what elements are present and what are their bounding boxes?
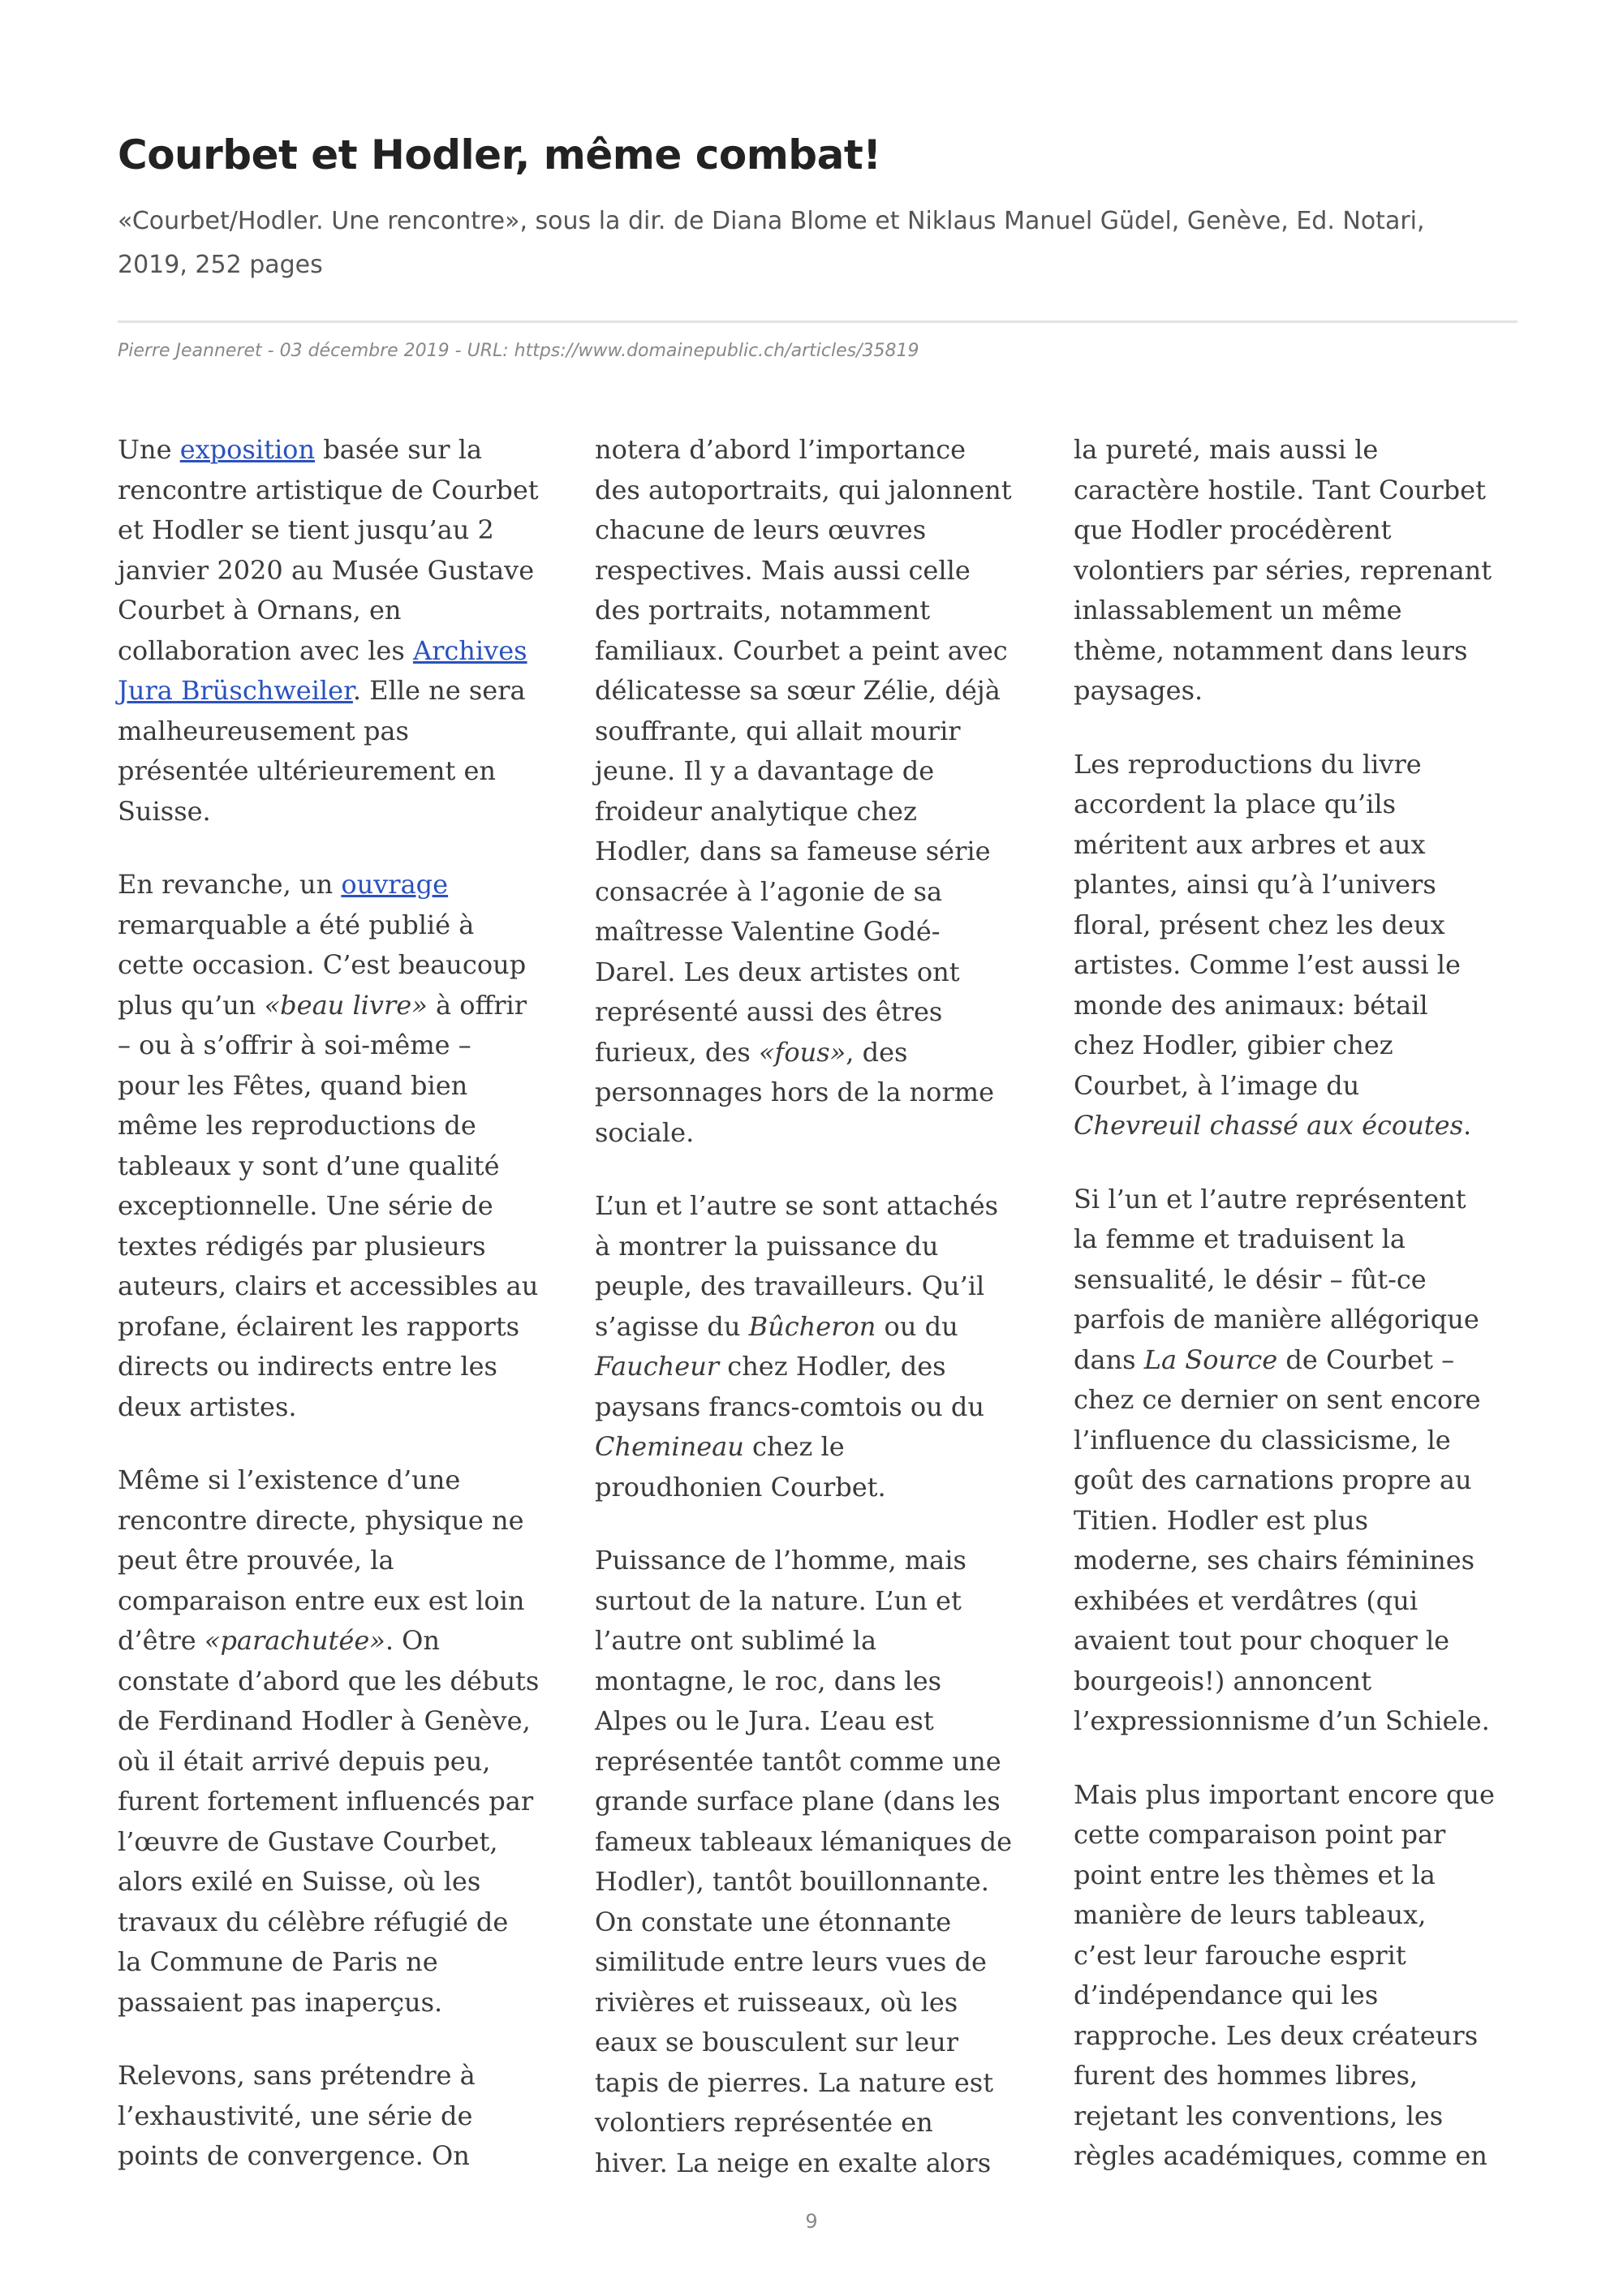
text-run: moderne, ses chairs féminines [1074, 1545, 1475, 1576]
text-line [1074, 471, 1516, 511]
italic-text: «parachutée» [204, 1625, 385, 1656]
text-run: l’expressionnisme d’un Schiele. [1074, 1705, 1490, 1736]
text-line [118, 1146, 560, 1187]
text-run: caractère hostile. Tant Courbet [1074, 474, 1486, 505]
text-line [595, 2063, 1037, 2104]
text-run: eaux se bousculent sur leur [595, 2027, 959, 2057]
text-line [1074, 986, 1516, 1026]
text-run: rencontre artistique de Courbet [118, 474, 539, 505]
text-run: deux artistes. [118, 1391, 297, 1422]
text-run: volontiers représentée en [595, 2107, 933, 2138]
text-line [595, 952, 1037, 993]
text-line [118, 1822, 560, 1863]
text-run: peuple, des travailleurs. Qu’il [595, 1271, 985, 1301]
text-run: profane, éclairent les rapports [118, 1310, 520, 1342]
text-run: fameux tableaux lémaniques de [595, 1825, 1013, 1857]
text-run: Titien. Hodler est plus [1074, 1504, 1368, 1536]
text-run: hiver. La neige en exalte alors [595, 2147, 992, 2178]
text-run: malheureusement pas [118, 715, 409, 746]
text-line [118, 430, 560, 471]
text-line [1074, 1976, 1516, 2016]
text-line [118, 1581, 560, 1622]
text-line [595, 1227, 1037, 1267]
text-line [595, 1742, 1037, 1782]
text-run: directs ou indirects entre les [118, 1351, 497, 1382]
text-run: exceptionnelle. Une série de [118, 1190, 493, 1221]
text-column-2 [595, 430, 1037, 2216]
text-run: notera d’abord l’importance [595, 434, 966, 465]
text-run: plantes, ainsi qu’à l’univers [1074, 869, 1436, 900]
text-line [595, 832, 1037, 872]
text-run: volontiers par séries, reprenant [1074, 554, 1492, 586]
text-line [595, 1581, 1037, 1622]
text-run: furent des hommes libres, [1074, 2060, 1419, 2091]
paragraph [118, 1460, 560, 2023]
text-run: l’autre ont sublimé la [595, 1625, 877, 1656]
text-run: Même si l’existence d’une [118, 1464, 461, 1495]
text-run: ou du [876, 1310, 958, 1342]
text-line [118, 945, 560, 986]
paragraph [118, 865, 560, 1427]
text-run: Alpes ou le Jura. L’eau est [595, 1705, 934, 1736]
text-line [1074, 1260, 1516, 1301]
text-run: règles académiques, comme en [1074, 2140, 1487, 2171]
text-run: c’est leur farouche esprit [1074, 1939, 1406, 1971]
text-run: thème, notamment dans leurs [1074, 634, 1468, 666]
paragraph [118, 2056, 560, 2177]
text-line [118, 792, 560, 832]
text-run: dans [1074, 1344, 1144, 1375]
text-line [118, 1025, 560, 1066]
text-run: paysages. [1074, 675, 1203, 706]
text-run: basée sur la [315, 434, 483, 465]
text-run: rencontre directe, physique ne [118, 1504, 524, 1536]
text-line [1074, 1066, 1516, 1107]
italic-text: Chemineau [595, 1431, 744, 1462]
paragraph [1074, 745, 1516, 1146]
text-line [1074, 1025, 1516, 1066]
text-line [595, 551, 1037, 591]
text-run: chez Hodler, gibier chez [1074, 1030, 1393, 1060]
text-run: grande surface plane (dans les [595, 1786, 1001, 1817]
text-line [595, 1782, 1037, 1822]
text-run: souffrante, qui allait mourir [595, 715, 961, 746]
text-line [595, 1186, 1037, 1227]
text-line [595, 631, 1037, 672]
text-run: Si l’un et l’autre représentent [1074, 1183, 1466, 1215]
text-run: l’œuvre de Gustave Courbet, [118, 1825, 498, 1857]
text-line [1074, 1701, 1516, 1742]
text-run: Hodler, dans sa fameuse série [595, 836, 991, 866]
text-run: que Hodler procédèrent [1074, 514, 1392, 545]
text-run: à offrir [427, 989, 527, 1021]
text-run: chez ce dernier on sent encore [1074, 1384, 1481, 1415]
text-line [1074, 825, 1516, 866]
text-run: rivières et ruisseaux, où les [595, 1986, 958, 2018]
text-run: Courbet, à l’image du [1074, 1069, 1360, 1101]
inline-link[interactable]: exposition [179, 434, 316, 465]
text-run: méritent aux arbres et aux [1074, 828, 1426, 860]
text-line [1074, 2096, 1516, 2137]
text-line [1074, 631, 1516, 672]
text-run: accordent la place qu’ils [1074, 789, 1397, 819]
text-run: passaient pas inaperçus. [118, 1986, 443, 2018]
text-run: Hodler), tantôt bouillonnante. [595, 1866, 989, 1897]
text-run: points de convergence. On [118, 2140, 470, 2171]
paragraph [1074, 430, 1516, 712]
text-line [595, 912, 1037, 952]
text-run: L’un et l’autre se sont attachés [595, 1190, 999, 1221]
text-line [1074, 2016, 1516, 2057]
text-line [118, 1662, 560, 1702]
text-run: artistes. Comme l’est aussi le [1074, 949, 1461, 980]
text-run: paysans francs-comtois ou du [595, 1391, 984, 1422]
text-run: tableaux y sont d’une qualité [118, 1150, 500, 1181]
text-run: de Ferdinand Hodler à Genève, [118, 1705, 531, 1736]
text-run: cette occasion. C’est beaucoup [118, 949, 527, 980]
text-line [595, 1621, 1037, 1662]
text-run: des portraits, notamment [595, 595, 931, 626]
text-line [1074, 1219, 1516, 1260]
text-run: où il était arrivé depuis peu, [118, 1745, 491, 1777]
text-line [1074, 1180, 1516, 1220]
text-run: même les reproductions de [118, 1110, 476, 1141]
text-run: jeune. Il y a davantage de [595, 755, 935, 786]
text-run: parfois de manière allégorique [1074, 1304, 1479, 1335]
text-run: surtout de la nature. L’un et [595, 1584, 962, 1616]
text-line [118, 2056, 560, 2096]
text-line [118, 712, 560, 752]
text-line [118, 1942, 560, 1983]
text-run: Une [118, 434, 180, 465]
text-line [118, 2096, 560, 2137]
text-line [1074, 1421, 1516, 1461]
text-line [118, 1460, 560, 1501]
text-run: chez le [743, 1431, 845, 1462]
text-line [595, 2143, 1037, 2184]
text-run: plus qu’un [118, 989, 265, 1021]
text-line [1074, 1541, 1516, 1581]
text-run: la femme et traduisent la [1074, 1223, 1406, 1254]
text-run: de Courbet – [1277, 1344, 1455, 1375]
text-line [595, 510, 1037, 551]
text-line [595, 1113, 1037, 1154]
text-run: similitude entre leurs vues de [595, 1946, 987, 1977]
text-run: exhibées et verdâtres (qui [1074, 1584, 1419, 1616]
text-line [595, 1307, 1037, 1348]
text-line [595, 1266, 1037, 1307]
text-line [1074, 671, 1516, 712]
paragraph [1074, 1180, 1516, 1742]
text-run: représenté aussi des êtres [595, 996, 943, 1027]
text-line [118, 1701, 560, 1742]
text-run: l’exhaustivité, une série de [118, 2100, 473, 2131]
text-line [118, 1066, 560, 1107]
text-run: auteurs, clairs et accessibles au [118, 1271, 539, 1301]
text-line [595, 1662, 1037, 1702]
text-run: personnages hors de la norme [595, 1077, 995, 1107]
text-line [1074, 945, 1516, 986]
text-run: . Elle ne sera [352, 675, 526, 706]
paragraph [1074, 1775, 1516, 2177]
text-run: Darel. Les deux artistes ont [595, 956, 960, 987]
text-line [1074, 591, 1516, 631]
text-line [118, 551, 560, 591]
text-line [118, 1541, 560, 1581]
text-line [1074, 1936, 1516, 1976]
text-run: rapproche. Les deux créateurs [1074, 2019, 1479, 2051]
text-line [1074, 510, 1516, 551]
text-line [118, 865, 560, 905]
text-line [118, 1307, 560, 1348]
text-line [595, 430, 1037, 471]
text-run: avaient tout pour choquer le [1074, 1625, 1450, 1656]
text-line [1074, 1855, 1516, 1896]
text-line [595, 1822, 1037, 1863]
text-run: furieux, des [595, 1036, 759, 1068]
text-line [118, 1227, 560, 1267]
text-line [118, 1347, 560, 1387]
text-run: l’influence du classicisme, le [1074, 1424, 1451, 1455]
text-line [118, 905, 560, 946]
text-line [118, 1862, 560, 1903]
text-run: manière de leurs tableaux, [1074, 1899, 1427, 1930]
text-run: d’être [118, 1625, 204, 1656]
text-run: inlassablement un même [1074, 595, 1402, 626]
article-title: Courbet et Hodler, même combat! [118, 131, 881, 178]
text-run: sociale. [595, 1116, 695, 1148]
text-run: délicatesse sa sœur Zélie, déjà [595, 675, 1001, 706]
text-line [118, 2136, 560, 2177]
text-line [595, 872, 1037, 913]
text-line [118, 1186, 560, 1227]
text-line [1074, 1581, 1516, 1622]
text-run: point entre les thèmes et la [1074, 1859, 1436, 1890]
text-run: d’indépendance qui les [1074, 1980, 1379, 2010]
text-run: collaboration avec les [118, 634, 413, 666]
text-run: , des [846, 1036, 908, 1068]
text-run: la pureté, mais aussi le [1074, 434, 1379, 465]
text-line [118, 1621, 560, 1662]
text-run: travaux du célèbre réfugié de [118, 1906, 509, 1937]
italic-text: Faucheur [595, 1351, 720, 1382]
text-line [595, 1541, 1037, 1581]
text-run: Les reproductions du livre [1074, 748, 1422, 780]
italic-text: La Source [1143, 1344, 1278, 1375]
text-run: la Commune de Paris ne [118, 1946, 438, 1977]
text-run: Courbet à Ornans, en [118, 595, 402, 626]
text-line [595, 1387, 1037, 1428]
text-line [118, 1903, 560, 1943]
text-line [118, 751, 560, 792]
text-line [595, 1942, 1037, 1983]
text-run: présentée ultérieurement en [118, 755, 497, 786]
inline-link[interactable]: ouvrage [341, 869, 449, 900]
text-run: peut être prouvée, la [118, 1545, 394, 1576]
text-run: goût des carnations propre au [1074, 1464, 1472, 1495]
paragraph [595, 430, 1037, 1153]
text-run: sensualité, le désir – fût-ce [1074, 1263, 1427, 1295]
italic-text: «beau livre» [264, 989, 428, 1021]
text-line [595, 992, 1037, 1033]
text-run: proudhonien Courbet. [595, 1471, 886, 1503]
text-run: et Hodler se tient jusqu’au 2 [118, 514, 494, 545]
text-run: constate d’abord que les débuts [118, 1665, 540, 1696]
paragraph [595, 1186, 1037, 1507]
text-line [1074, 551, 1516, 591]
text-line [595, 1073, 1037, 1113]
text-run: maîtresse Valentine Godé- [595, 916, 941, 947]
text-run: Relevons, sans prétendre à [118, 2060, 476, 2091]
text-line [118, 510, 560, 551]
text-run: rejetant les conventions, les [1074, 2100, 1444, 2131]
text-line [118, 1106, 560, 1146]
italic-text: Bûcheron [748, 1310, 876, 1342]
text-run: Puissance de l’homme, mais [595, 1545, 966, 1576]
text-line [1074, 1815, 1516, 1855]
text-line [595, 712, 1037, 752]
text-line [595, 1347, 1037, 1387]
text-line [1074, 785, 1516, 825]
text-run: remarquable a été publié à [118, 909, 475, 940]
text-line [118, 631, 560, 672]
text-line [118, 1266, 560, 1307]
text-line [595, 2023, 1037, 2063]
text-line [1074, 905, 1516, 946]
text-line [118, 1387, 560, 1428]
text-line [118, 471, 560, 511]
text-run: montagne, le roc, dans les [595, 1665, 942, 1696]
text-run: chacune de leurs œuvres [595, 514, 927, 545]
text-run: bourgeois!) annoncent [1074, 1665, 1372, 1696]
inline-link[interactable]: Archives [412, 634, 527, 666]
page-number: 9 [805, 2210, 818, 2233]
text-run: . [1463, 1110, 1472, 1141]
text-run: familiaux. Courbet a peint avec [595, 634, 1008, 666]
text-line [118, 1742, 560, 1782]
text-column-1 [118, 430, 560, 2210]
text-line [1074, 1501, 1516, 1541]
text-run: monde des animaux: bétail [1074, 989, 1428, 1021]
text-run: à montrer la puissance du [595, 1230, 939, 1262]
text-line [595, 792, 1037, 832]
text-line [1074, 1775, 1516, 1816]
text-run: cette comparaison point par [1074, 1819, 1446, 1850]
text-line [1074, 1895, 1516, 1936]
paragraph [595, 1541, 1037, 2183]
inline-link[interactable]: Jura Brüschweiler [118, 675, 353, 706]
text-run: consacrée à l’agonie de sa [595, 875, 943, 907]
text-run: tapis de pierres. La nature est [595, 2066, 994, 2098]
article-subtitle: «Courbet/Hodler. Une rencontre», sous la dir. de Diana Blome et Niklaus Manuel Güdel, Genève, Ed. Notari, 2019, 252 pages [118, 207, 1425, 279]
italic-text: «fous» [758, 1036, 846, 1068]
text-line [595, 1033, 1037, 1073]
text-line [1074, 1621, 1516, 1662]
text-line [1074, 1662, 1516, 1702]
text-line [1074, 1300, 1516, 1340]
text-line [595, 1983, 1037, 2023]
text-run: janvier 2020 au Musée Gustave [118, 554, 535, 586]
text-line [118, 986, 560, 1026]
text-run: représentée tantôt comme une [595, 1745, 1001, 1777]
text-run: s’agisse du [595, 1310, 749, 1342]
text-run: En revanche, un [118, 869, 342, 900]
header-divider [118, 320, 1518, 323]
text-line [595, 671, 1037, 712]
paragraph [118, 430, 560, 832]
text-line [1074, 865, 1516, 905]
text-run: Mais plus important encore que [1074, 1778, 1495, 1810]
text-line [595, 1903, 1037, 1943]
text-line [118, 1501, 560, 1541]
text-run: des autoportraits, qui jalonnent [595, 474, 1012, 505]
text-column-3 [1074, 430, 1516, 2210]
text-line [595, 1701, 1037, 1742]
text-line [1074, 1106, 1516, 1146]
text-run: chez Hodler, des [719, 1351, 946, 1382]
text-run: Suisse. [118, 795, 211, 827]
text-line [118, 671, 560, 712]
text-line [595, 1427, 1037, 1468]
text-line [1074, 430, 1516, 471]
text-run: furent fortement influencés par [118, 1786, 534, 1817]
text-run: comparaison entre eux est loin [118, 1584, 525, 1616]
text-line [595, 591, 1037, 631]
text-line [1074, 1340, 1516, 1381]
italic-text: Chevreuil chassé aux écoutes [1074, 1110, 1464, 1141]
text-run: alors exilé en Suisse, où les [118, 1866, 481, 1897]
text-line [118, 591, 560, 631]
text-line [595, 751, 1037, 792]
text-line [1074, 745, 1516, 785]
text-run: textes rédigés par plusieurs [118, 1230, 486, 1262]
text-line [1074, 1380, 1516, 1421]
text-line [595, 471, 1037, 511]
text-run: froideur analytique chez [595, 795, 917, 827]
text-line [118, 1983, 560, 2023]
text-line [595, 1468, 1037, 1508]
text-run: respectives. Mais aussi celle [595, 554, 971, 586]
text-run: . On [385, 1625, 441, 1656]
text-line [1074, 1460, 1516, 1501]
text-line [595, 2103, 1037, 2143]
article-meta: Pierre Jeanneret - 03 décembre 2019 - URL: https://www.domainepublic.ch/articles/35819 [118, 341, 919, 361]
text-run: floral, présent chez les deux [1074, 909, 1445, 940]
text-run: – ou à s’offrir à soi-même – [118, 1030, 471, 1060]
text-line [118, 1782, 560, 1822]
text-line [595, 1862, 1037, 1903]
text-run: pour les Fêtes, quand bien [118, 1069, 468, 1101]
text-line [1074, 2136, 1516, 2177]
text-run: On constate une étonnante [595, 1906, 952, 1937]
text-line [1074, 2056, 1516, 2096]
